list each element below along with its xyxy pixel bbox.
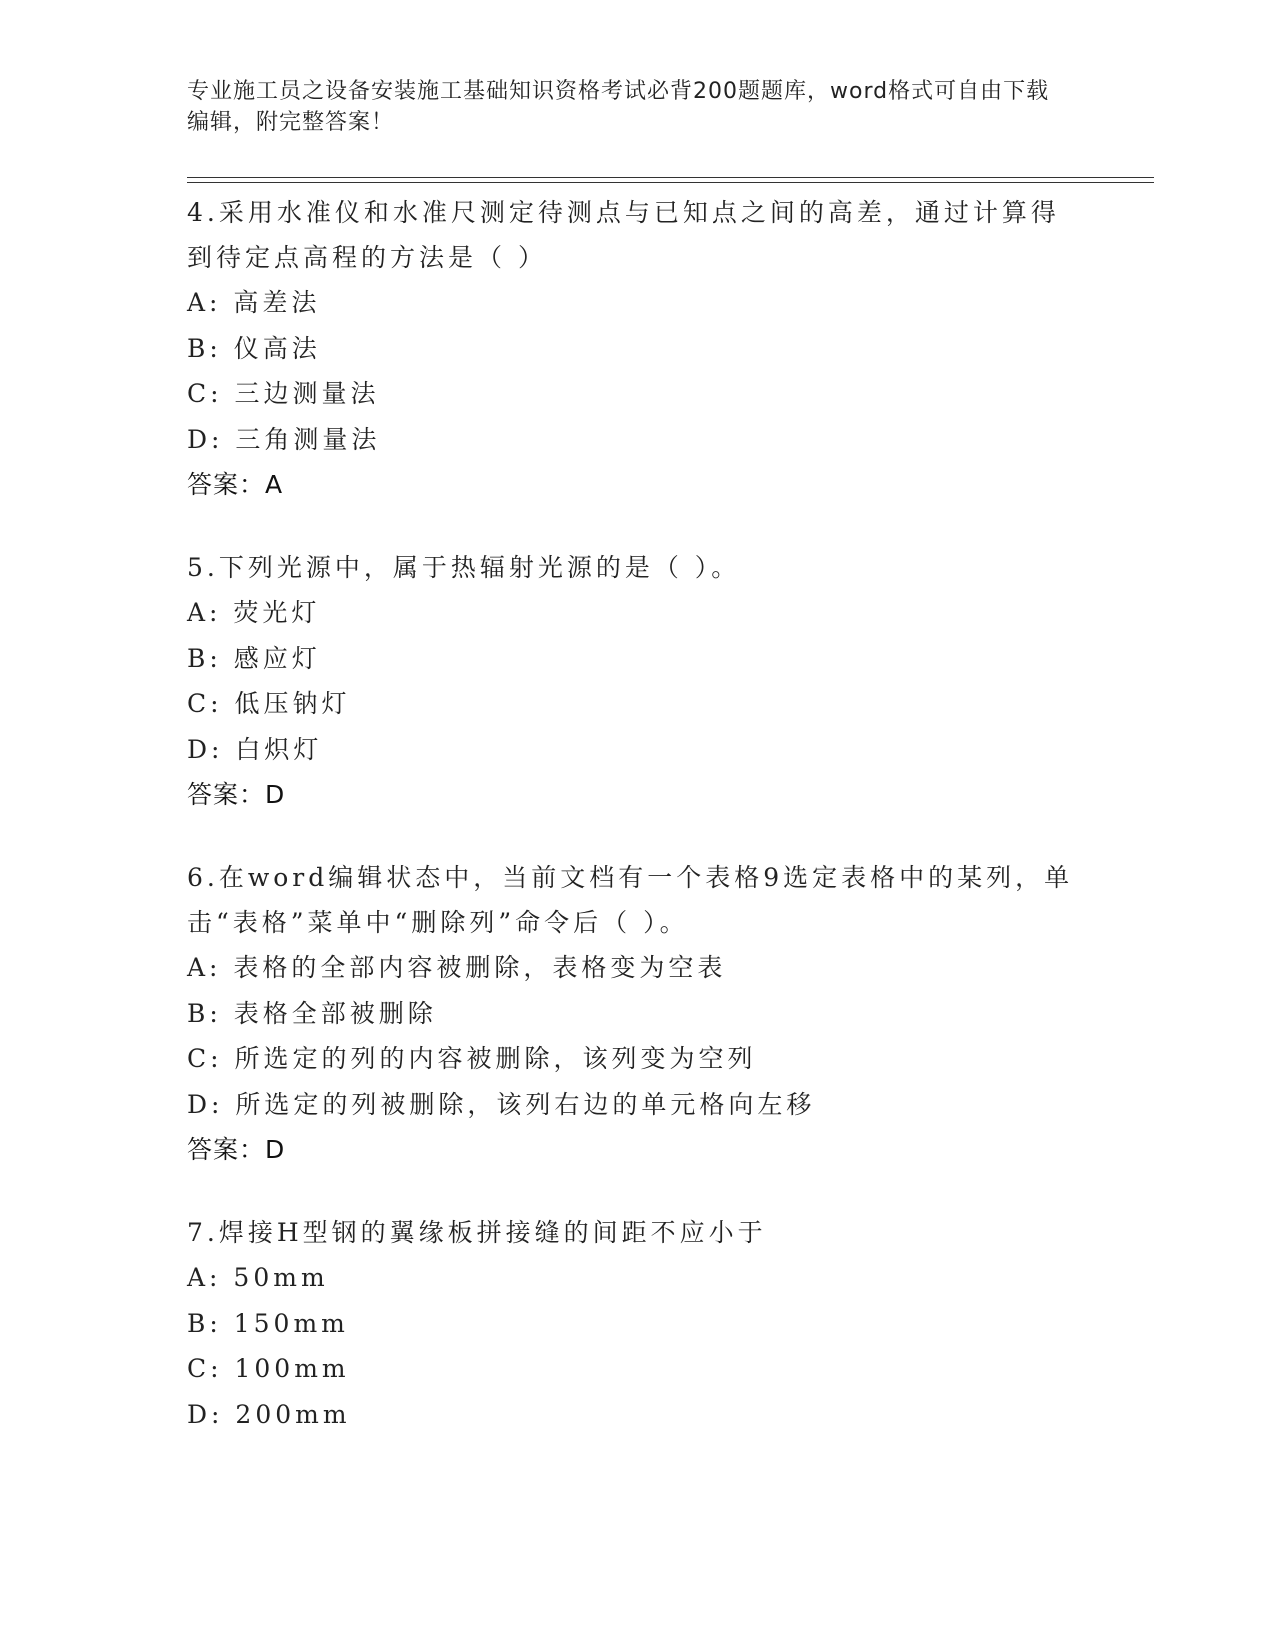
answer-line: 答案：D bbox=[187, 780, 286, 809]
question-5 bbox=[187, 545, 1087, 817]
question-4 bbox=[187, 190, 1087, 507]
option-b: B: 仪高法 bbox=[187, 333, 321, 363]
answer-line: 答案：D bbox=[187, 1135, 286, 1164]
option-a: A: 高差法 bbox=[187, 288, 321, 317]
option-d: D: 200mm bbox=[187, 1399, 351, 1429]
question-list bbox=[187, 190, 1087, 1475]
option-a: A: 荧光灯 bbox=[187, 598, 321, 627]
option-c: C: 所选定的列的内容被删除，该列变为空列 bbox=[187, 1044, 757, 1073]
question-stem: 4.采用水准仪和水准尺测定待测点与已知点之间的高差，通过计算得到待定点高程的方法是（ ） bbox=[187, 198, 1060, 272]
header-divider-top bbox=[187, 177, 1154, 178]
question-7 bbox=[187, 1210, 1087, 1437]
question-stem: 6.在word编辑状态中，当前文档有一个表格9选定表格中的某列，单击“表格”菜单中“删除列”命令后（ ）。 bbox=[187, 863, 1074, 937]
option-c: C: 三边测量法 bbox=[187, 379, 380, 408]
header-divider-bottom bbox=[187, 182, 1154, 183]
option-c: C: 100mm bbox=[187, 1354, 350, 1383]
answer-line: 答案：A bbox=[187, 470, 284, 499]
question-stem: 7.焊接H型钢的翼缘板拼接缝的间距不应小于 bbox=[187, 1218, 767, 1247]
option-c: C: 低压钠灯 bbox=[187, 689, 351, 718]
option-d: D: 白炽灯 bbox=[187, 734, 323, 764]
option-b: B: 150mm bbox=[187, 1308, 349, 1338]
option-b: B: 感应灯 bbox=[187, 643, 321, 673]
option-b: B: 表格全部被删除 bbox=[187, 998, 437, 1028]
question-6 bbox=[187, 855, 1087, 1172]
document-header: 专业施工员之设备安装施工基础知识资格考试必背200题题库，word格式可自由下载编辑，附完整答案！ bbox=[187, 79, 1050, 135]
option-d: D: 三角测量法 bbox=[187, 424, 381, 454]
option-a: A: 表格的全部内容被删除，表格变为空表 bbox=[187, 953, 727, 982]
option-a: A: 50mm bbox=[187, 1263, 329, 1292]
option-d: D: 所选定的列被删除，该列右边的单元格向左移 bbox=[187, 1089, 816, 1119]
question-stem: 5.下列光源中，属于热辐射光源的是（ ）。 bbox=[187, 553, 741, 582]
